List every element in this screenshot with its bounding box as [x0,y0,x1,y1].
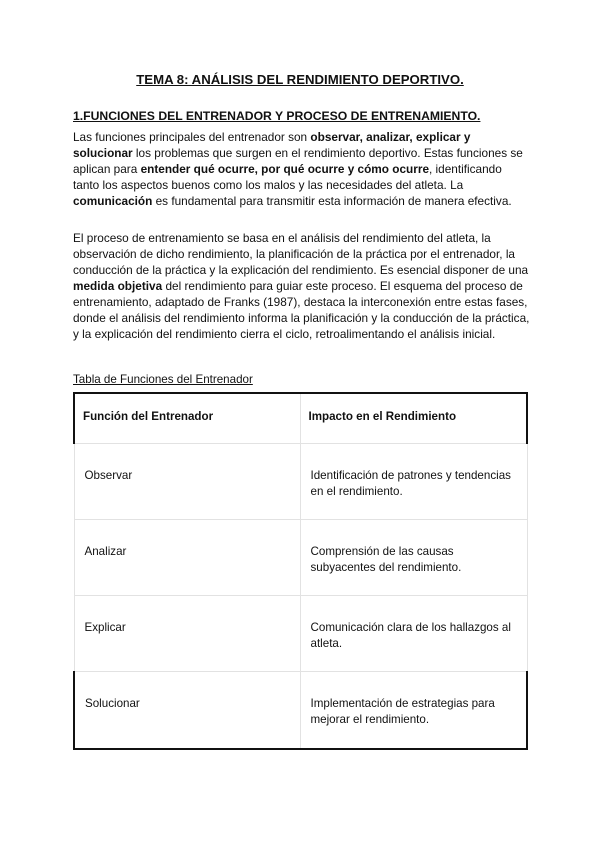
table-row [74,443,527,519]
cell-function: Observar [74,443,300,519]
bold-run: comunicación [73,194,153,208]
paragraph-process [73,230,531,342]
cell-impact: Implementación de estrategias para mejorar el rendimiento. [300,671,527,749]
table-row [74,519,527,595]
bold-run: medida objetiva [73,279,163,293]
header-impact: Impacto en el Rendimiento [300,393,527,443]
text-run: del rendimiento para guiar este proceso. El esquema del proceso de entrenamiento, adaptado de Franks (1987), destaca la interconexión entre estas fases, donde el análisis del rendimiento informa la planificación y la conducción de la práctica, y la explicación del rendimiento cierra el ciclo, retroalimentando el análisis inicial. [73,279,530,341]
section-heading: 1.FUNCIONES DEL ENTRENADOR Y PROCESO DE ENTRENAMIENTO. [73,109,481,123]
table-header-row [74,393,527,443]
text-run: Las funciones principales del entrenador son [73,130,311,144]
bold-run: entender qué ocurre, por qué ocurre y cómo ocurre [140,162,429,176]
cell-function: Analizar [74,519,300,595]
text-run: , identificando tanto los aspectos buenos como los malos y las necesidades del atleta. La [73,162,502,192]
cell-impact: Comprensión de las causas subyacentes del rendimiento. [300,519,527,595]
table-row [74,671,527,749]
paragraph-functions [73,129,531,209]
text-run: es fundamental para transmitir esta información de manera efectiva. [152,194,512,208]
document-title: TEMA 8: ANÁLISIS DEL RENDIMIENTO DEPORTIVO. [136,72,464,87]
cell-impact: Identificación de patrones y tendencias en el rendimiento. [300,443,527,519]
table-caption: Tabla de Funciones del Entrenador [73,373,253,386]
header-function: Función del Entrenador [74,393,300,443]
cell-function: Solucionar [74,671,300,749]
bold-run: observar, analizar, explicar y solucionar [73,130,471,160]
cell-impact: Comunicación clara de los hallazgos al atleta. [300,595,527,671]
functions-table [73,392,528,750]
text-run: los problemas que surgen en el rendimiento deportivo. Estas funciones se aplican para [73,146,523,176]
cell-function: Explicar [74,595,300,671]
table-row [74,595,527,671]
text-run: El proceso de entrenamiento se basa en el análisis del rendimiento del atleta, la observación de dicho rendimiento, la planificación de la práctica por el entrenador, la conducción de la práctica y la explicación del rendimiento. Es esencial disponer de una [73,231,529,277]
